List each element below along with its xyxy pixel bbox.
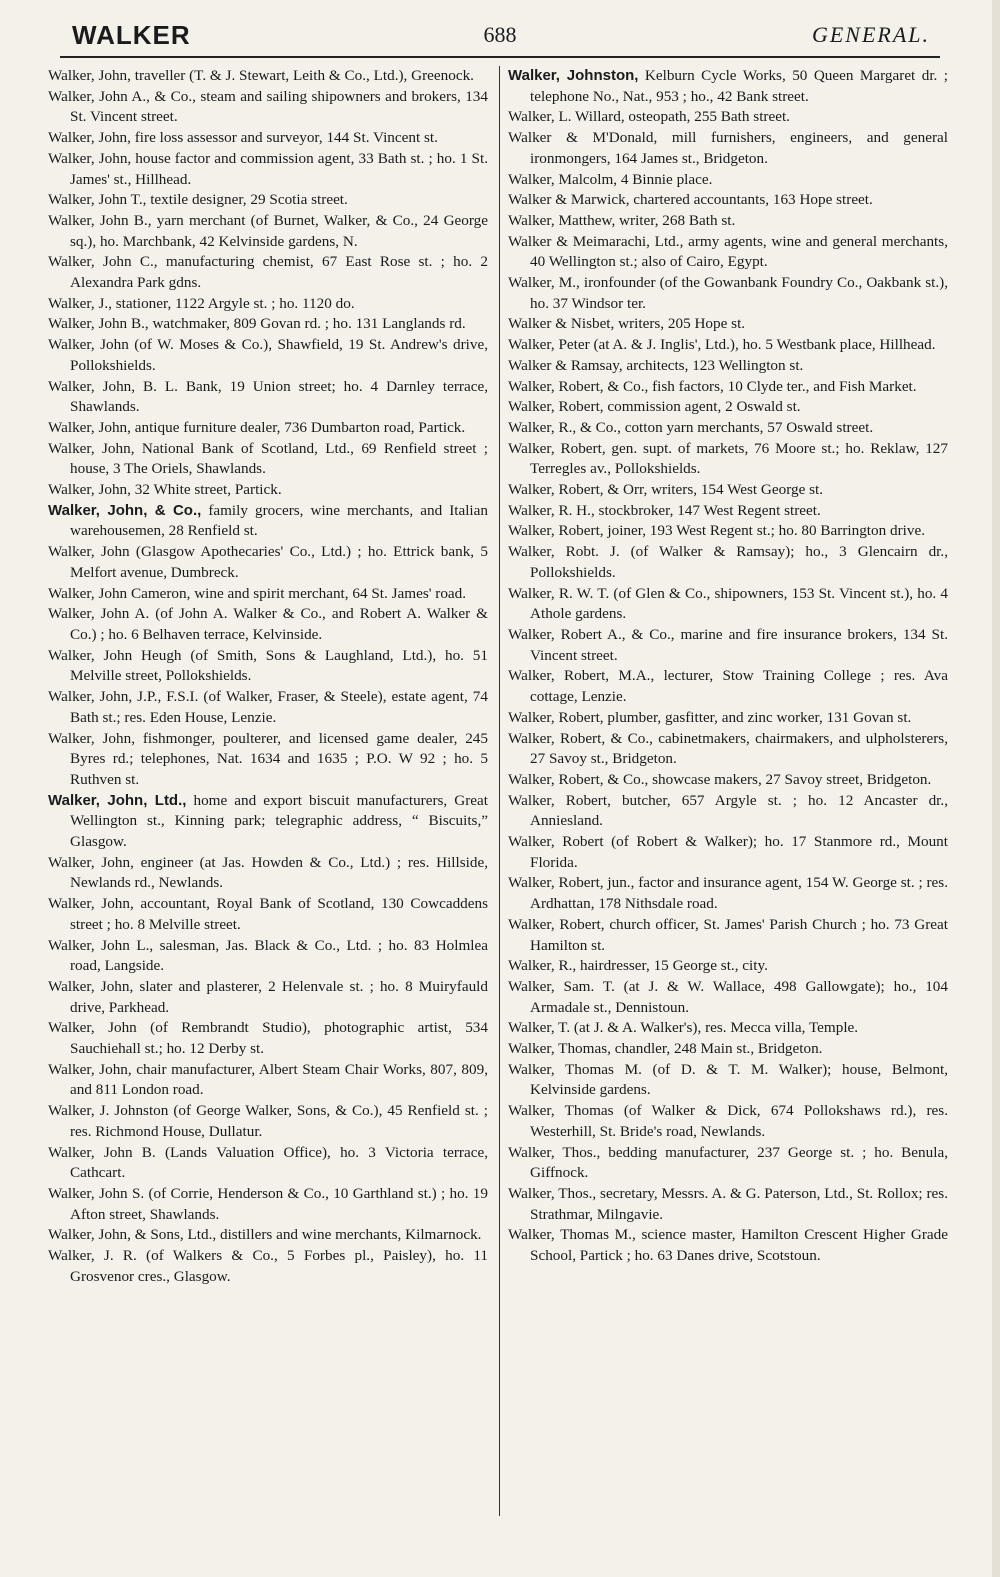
directory-entry — [48, 542, 488, 583]
entry-text: Walker, John Cameron, wine and spirit merchant, 64 St. James' road. — [48, 584, 467, 602]
entry-text: Walker, John, engineer (at Jas. Howden & Co., Ltd.) ; res. Hillside, Newlands rd., Newlands. — [48, 853, 488, 892]
entry-text: Walker, John, traveller (T. & J. Stewart, Leith & Co., Ltd.), Greenock. — [48, 67, 474, 84]
entry-text: Walker, John B., yarn merchant (of Burnet, Walker, & Co., 24 George sq.), ho. Marchbank, 42 Kelvinside gardens, N. — [48, 211, 488, 250]
entry-text: Walker & M'Donald, mill furnishers, engineers, and general ironmongers, 164 James st., Bridgeton. — [508, 129, 948, 167]
column-divider — [499, 66, 500, 1516]
directory-entry — [48, 87, 488, 128]
entry-text: Walker, John (of W. Moses & Co.), Shawfield, 19 St. Andrew's drive, Pollokshields. — [48, 336, 488, 374]
entry-text: Walker, T. (at J. & A. Walker's), res. Mecca villa, Temple. — [508, 1019, 859, 1037]
entry-text: Walker, John A. (of John A. Walker & Co., and Robert A. Walker & Co.) ; ho. 6 Belhaven terrace, Kelvinside. — [48, 605, 488, 643]
entry-text: Walker, Peter (at A. & J. Inglis', Ltd.), ho. 5 Westbank place, Hillhead. — [508, 336, 936, 354]
directory-entry — [48, 149, 488, 190]
entry-text: Walker, Thomas, chandler, 248 Main st., Bridgeton. — [508, 1040, 823, 1058]
directory-entry — [508, 729, 948, 770]
directory-entry — [508, 1184, 948, 1225]
directory-entry — [48, 501, 488, 542]
page-number: 688 — [483, 22, 517, 47]
directory-entry — [48, 604, 488, 645]
directory-entry — [48, 1143, 488, 1184]
directory-entry — [48, 646, 488, 687]
entry-text: home and export biscuit manufacturers, Great Wellington st., Kinning park; telegraphic address, “ Biscuits,” Glasgow. — [70, 791, 488, 851]
directory-entry — [48, 729, 488, 791]
entry-text: Walker, Robert, plumber, gasfitter, and zinc worker, 131 Govan st. — [508, 708, 912, 726]
entry-text: Walker, Robert, joiner, 193 West Regent st.; ho. 80 Barrington drive. — [508, 522, 926, 540]
entry-text: Walker, John, B. L. Bank, 19 Union street; ho. 4 Darnley terrace, Shawlands. — [48, 377, 488, 416]
directory-entry — [48, 1060, 488, 1101]
directory-entry — [508, 128, 948, 169]
directory-entry — [508, 977, 948, 1018]
entry-text: Walker, Robert, church officer, St. James' Parish Church ; ho. 73 Great Hamilton st. — [508, 915, 948, 954]
entry-text: Walker & Nisbet, writers, 205 Hope st. — [508, 315, 746, 333]
directory-entry — [48, 1018, 488, 1059]
entry-text: Walker, John, antique furniture dealer, 736 Dumbarton road, Partick. — [48, 418, 466, 436]
directory-entry — [48, 1225, 488, 1246]
entry-text: Walker, Robt. J. (of Walker & Ramsay); ho., 3 Glencairn dr., Pollokshields. — [508, 543, 948, 581]
entry-text: Walker, Robert, & Co., fish factors, 10 Clyde ter., and Fish Market. — [508, 377, 917, 395]
directory-entry — [508, 521, 948, 542]
entry-text: Walker, J. Johnston (of George Walker, Sons, & Co.), 45 Renfield st. ; res. Richmond House, Dullatur. — [48, 1102, 488, 1140]
entry-text: Walker, John, 32 White street, Partick. — [48, 481, 282, 499]
running-head-section: GENERAL. — [811, 22, 930, 47]
entry-text: Walker, R. W. T. (of Glen & Co., shipowners, 153 St. Vincent st.), ho. 4 Athole gardens. — [508, 584, 948, 623]
entry-text: Walker, John A., & Co., steam and sailing shipowners and brokers, 134 St. Vincent street. — [48, 87, 488, 126]
entry-text: Walker, R., hairdresser, 15 George st., city. — [508, 957, 768, 975]
directory-entry — [48, 894, 488, 935]
entry-text: Walker, John, fire loss assessor and surveyor, 144 St. Vincent st. — [48, 129, 438, 147]
entry-text: Walker & Marwick, chartered accountants, 163 Hope street. — [508, 191, 873, 209]
directory-entry — [508, 170, 948, 191]
entry-text: Walker, John, & Sons, Ltd., distillers and wine merchants, Kilmarnock. — [48, 1226, 482, 1244]
entry-text: Walker, John, chair manufacturer, Albert Steam Chair Works, 807, 809, and 811 London road. — [48, 1060, 488, 1099]
entry-text: Walker, John, accountant, Royal Bank of Scotland, 130 Cowcaddens street ; ho. 8 Melville street. — [48, 895, 488, 933]
entry-text: Walker, J., stationer, 1122 Argyle st. ; ho. 1120 do. — [48, 294, 355, 312]
directory-entry — [508, 915, 948, 956]
directory-entry — [48, 335, 488, 376]
directory-entry — [508, 666, 948, 707]
entry-text: Walker, Thomas M., science master, Hamilton Crescent Higher Grade School, Partick ; ho. 63 Danes drive, Scotstoun. — [508, 1226, 948, 1265]
page-edge — [992, 0, 1000, 1577]
entry-text: Walker, Robert (of Robert & Walker); ho. 17 Stanmore rd., Mount Florida. — [508, 833, 948, 871]
directory-entry — [48, 418, 488, 439]
directory-entry — [508, 1101, 948, 1142]
entry-text: Walker, John, J.P., F.S.I. (of Walker, Fraser, & Steele), estate agent, 74 Bath st.; res. Eden House, Lenzie. — [48, 688, 488, 726]
entry-text: Walker, Robert A., & Co., marine and fire insurance brokers, 134 St. Vincent street. — [508, 625, 948, 664]
entry-text: Walker & Ramsay, architects, 123 Wellington st. — [508, 356, 804, 374]
entry-text: Walker, Thomas (of Walker & Dick, 674 Pollokshaws rd.), res. Westerhill, St. Bride's road, Newlands. — [508, 1102, 948, 1140]
directory-entry — [48, 1184, 488, 1225]
entry-name-bold: Walker, Johnston, — [508, 67, 639, 84]
directory-entry — [48, 190, 488, 211]
entry-text: Walker, Robert, butcher, 657 Argyle st. ; ho. 12 Ancaster dr., Anniesland. — [508, 791, 948, 830]
directory-entry — [508, 1039, 948, 1060]
directory-entry — [48, 66, 488, 87]
directory-entry — [48, 936, 488, 977]
directory-entry — [508, 1143, 948, 1184]
entry-text: Walker, M., ironfounder (of the Gowanbank Foundry Co., Oakbank st.), ho. 37 Windsor ter. — [508, 274, 948, 312]
entry-text: Walker, Thos., bedding manufacturer, 237 George st. ; ho. Benula, Giffnock. — [508, 1143, 948, 1182]
entry-text: Walker, John, slater and plasterer, 2 Helenvale st. ; ho. 8 Muiryfauld drive, Parkhead. — [48, 977, 488, 1016]
directory-entry — [508, 770, 948, 791]
running-head-surname: WALKER — [72, 20, 191, 50]
directory-entry — [48, 853, 488, 894]
directory-entry — [508, 190, 948, 211]
directory-entry — [48, 377, 488, 418]
directory-entry — [508, 211, 948, 232]
directory-entry — [48, 584, 488, 605]
right-column — [508, 66, 948, 1267]
entry-text: Walker, Malcolm, 4 Binnie place. — [508, 170, 713, 188]
directory-entry — [508, 377, 948, 398]
entry-text: Walker, Thomas M. (of D. & T. M. Walker); house, Belmont, Kelvinside gardens. — [508, 1060, 948, 1099]
entry-text: Walker & Meimarachi, Ltd., army agents, wine and general merchants, 40 Wellington st.; also of Cairo, Egypt. — [508, 232, 948, 271]
entry-text: Walker, Robert, & Co., showcase makers, 27 Savoy street, Bridgeton. — [508, 770, 932, 788]
directory-entry — [508, 1060, 948, 1101]
entry-text: family grocers, wine merchants, and Italian warehousemen, 28 Renfield st. — [70, 501, 488, 540]
entry-text: Walker, John C., manufacturing chemist, 67 East Rose st. ; ho. 2 Alexandra Park gdns. — [48, 253, 488, 292]
directory-entry — [508, 335, 948, 356]
entry-text: Walker, John L., salesman, Jas. Black & Co., Ltd. ; ho. 83 Holmlea road, Langside. — [48, 936, 488, 975]
directory-entry — [48, 977, 488, 1018]
entry-text: Walker, J. R. (of Walkers & Co., 5 Forbes pl., Paisley), ho. 11 Grosvenor cres., Glasgow. — [48, 1247, 488, 1285]
directory-entry — [48, 1246, 488, 1287]
directory-entry — [508, 356, 948, 377]
directory-entry — [508, 1018, 948, 1039]
directory-entry — [508, 791, 948, 832]
entry-text: Walker, R., & Co., cotton yarn merchants, 57 Oswald street. — [508, 418, 874, 436]
entry-text: Walker, Matthew, writer, 268 Bath st. — [508, 211, 736, 229]
entry-text: Walker, John T., textile designer, 29 Scotia street. — [48, 191, 348, 209]
directory-entry — [48, 1101, 488, 1142]
entry-text: Walker, John S. (of Corrie, Henderson & Co., 10 Garthland st.) ; ho. 19 Afton street, Shawlands. — [48, 1184, 488, 1223]
entry-text: Walker, John Heugh (of Smith, Sons & Laughland, Ltd.), ho. 51 Melville street, Pollokshields. — [48, 646, 488, 685]
directory-entry — [48, 314, 488, 335]
entry-text: Walker, R. H., stockbroker, 147 West Regent street. — [508, 501, 821, 519]
entry-name-bold: Walker, John, & Co., — [48, 501, 202, 519]
directory-entry — [508, 584, 948, 625]
directory-entry — [508, 625, 948, 666]
directory-entry — [508, 439, 948, 480]
entry-text: Walker, John, fishmonger, poulterer, and licensed game dealer, 245 Byres rd.; telephones, Nat. 1634 and 1635 ; P.O. W 92 ; ho. 5 Ruthven st. — [48, 729, 488, 788]
directory-entry — [508, 107, 948, 128]
directory-entry — [508, 1225, 948, 1266]
directory-entry — [508, 66, 948, 107]
directory-entry — [48, 480, 488, 501]
directory-entry — [508, 314, 948, 335]
entry-text: Walker, John (of Rembrandt Studio), photographic artist, 534 Sauchiehall st.; ho. 12 Derby st. — [48, 1019, 488, 1058]
entry-text: Walker, John, National Bank of Scotland, Ltd., 69 Renfield street ; house, 3 The Oriels, Shawlands. — [48, 439, 488, 478]
directory-entry — [48, 294, 488, 315]
entry-text: Walker, John B. (Lands Valuation Office), ho. 3 Victoria terrace, Cathcart. — [48, 1143, 488, 1182]
directory-entry — [508, 232, 948, 273]
directory-entry — [508, 501, 948, 522]
entry-text: Walker, John B., watchmaker, 809 Govan rd. ; ho. 131 Langlands rd. — [48, 315, 466, 333]
entry-text: Walker, Robert, commission agent, 2 Oswald st. — [508, 398, 801, 416]
directory-entry — [508, 873, 948, 914]
entry-text: Kelburn Cycle Works, 50 Queen Margaret dr. ; telephone No., Nat., 953 ; ho., 42 Bank street. — [530, 67, 948, 105]
directory-entry — [48, 439, 488, 480]
entry-text: Walker, Sam. T. (at J. & W. Wallace, 498 Gallowgate); ho., 104 Armadale st., Dennistoun. — [508, 977, 948, 1016]
directory-entry — [508, 542, 948, 583]
entry-text: Walker, Thos., secretary, Messrs. A. & G. Paterson, Ltd., St. Rollox; res. Strathmar, Milngavie. — [508, 1184, 948, 1223]
directory-entry — [48, 252, 488, 293]
entry-text: Walker, L. Willard, osteopath, 255 Bath street. — [508, 108, 790, 126]
page-header — [60, 20, 940, 58]
directory-entry — [508, 418, 948, 439]
directory-entry — [508, 397, 948, 418]
directory-entry — [48, 687, 488, 728]
directory-entry — [508, 708, 948, 729]
directory-entry — [48, 791, 488, 853]
directory-entry — [508, 956, 948, 977]
directory-entry — [508, 273, 948, 314]
entry-text: Walker, John, house factor and commission agent, 33 Bath st. ; ho. 1 St. James' st., Hillhead. — [48, 149, 488, 188]
entry-name-bold: Walker, John, Ltd., — [48, 791, 187, 809]
directory-entry — [48, 128, 488, 149]
entry-text: Walker, Robert, jun., factor and insurance agent, 154 W. George st. ; res. Ardhattan, 178 Nithsdale road. — [508, 874, 948, 913]
entry-text: Walker, Robert, gen. supt. of markets, 76 Moore st.; ho. Reklaw, 127 Terregles av., Pollokshields. — [508, 439, 948, 478]
entry-text: Walker, Robert, & Orr, writers, 154 West George st. — [508, 481, 824, 499]
entry-text: Walker, Robert, M.A., lecturer, Stow Training College ; res. Ava cottage, Lenzie. — [508, 667, 948, 706]
left-column — [48, 66, 488, 1287]
entry-text: Walker, John (Glasgow Apothecaries' Co., Ltd.) ; ho. Ettrick bank, 5 Melfort avenue, Dumbreck. — [48, 543, 488, 581]
directory-entry — [48, 211, 488, 252]
entry-text: Walker, Robert, & Co., cabinetmakers, chairmakers, and ulpholsterers, 27 Savoy st., Bridgeton. — [508, 729, 948, 768]
directory-entry — [508, 480, 948, 501]
directory-entry — [508, 832, 948, 873]
